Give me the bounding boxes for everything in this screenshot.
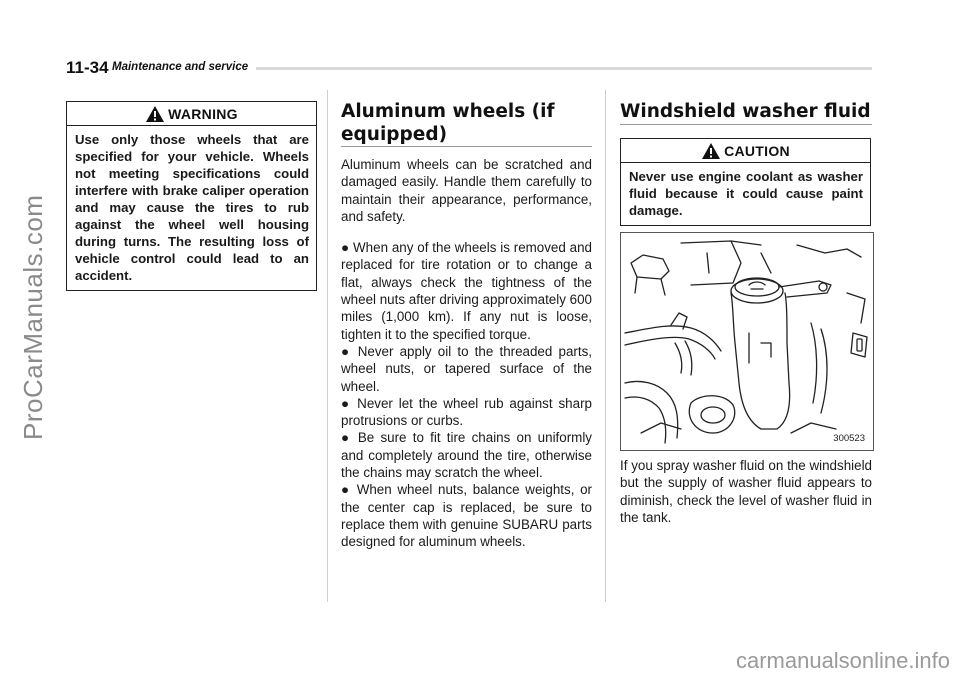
aluminum-body (341, 156, 592, 551)
warning-triangle-icon (145, 105, 165, 123)
washer-heading: Windshield washer fluid (620, 101, 871, 122)
caution-header (621, 139, 870, 163)
warning-text: Use only those wheels that are specified for your vehicle. Wheels not meeting specifications could interfere with brake caliper operation and may cause the tires to rub against the wheel well housing during turns. The resulting loss of vehicle control could lead to an accident. (75, 132, 309, 283)
washer-paragraph: If you spray washer fluid on the windshield but the supply of washer fluid appears to diminish, check the level of washer fluid in the tank. (620, 458, 872, 525)
section-title: Maintenance and service (112, 61, 249, 73)
page-number: 11-34 (66, 58, 109, 77)
header-rule (256, 67, 872, 70)
caution-triangle-icon (701, 142, 721, 160)
footer-watermark: carmanualsonline.info (735, 648, 950, 673)
aluminum-bullet: ● When any of the wheels is removed and replaced for tire rotation or to change a flat, always check the tightness of the wheel nuts after driving approximately 600 miles (1,000 km). If any nut is loose, tighten it to the specified torque. (341, 240, 592, 342)
washer-tank-illustration (621, 233, 873, 450)
warning-box (66, 101, 317, 291)
column-divider-right (605, 90, 606, 602)
column-divider-left (327, 90, 328, 602)
aluminum-heading-rule (341, 146, 592, 147)
page-header (66, 56, 872, 78)
washer-heading-rule (620, 124, 872, 125)
aluminum-bullet: ● Never apply oil to the threaded parts, wheel nuts, or tapered surface of the wheel. (341, 343, 592, 394)
figure-id: 300523 (833, 433, 865, 444)
warning-label: WARNING (168, 105, 238, 122)
aluminum-bullet: ● Never let the wheel rub against sharp protrusions or curbs. (341, 395, 592, 429)
washer-tank-figure (620, 232, 874, 451)
aluminum-heading-line2: equipped) (341, 124, 448, 145)
caution-box (620, 138, 871, 226)
aluminum-bullet: ● Be sure to fit tire chains on uniformly and completely around the tire, otherwise the chains may scratch the wheel. (341, 430, 592, 481)
warning-header (67, 102, 316, 126)
caution-text: Never use engine coolant as washer fluid because it could cause paint damage. (629, 169, 863, 218)
aluminum-heading-line1: Aluminum wheels (if (341, 101, 555, 122)
caution-label: CAUTION (724, 142, 790, 159)
aluminum-heading (341, 100, 591, 146)
aluminum-intro: Aluminum wheels can be scratched and damaged easily. Handle them carefully to maintain their appearance, performance, and safety. (341, 157, 592, 224)
aluminum-bullet: ● When wheel nuts, balance weights, or the center cap is replaced, be sure to replace them with genuine SUBARU parts designed for aluminum wheels. (341, 482, 592, 550)
